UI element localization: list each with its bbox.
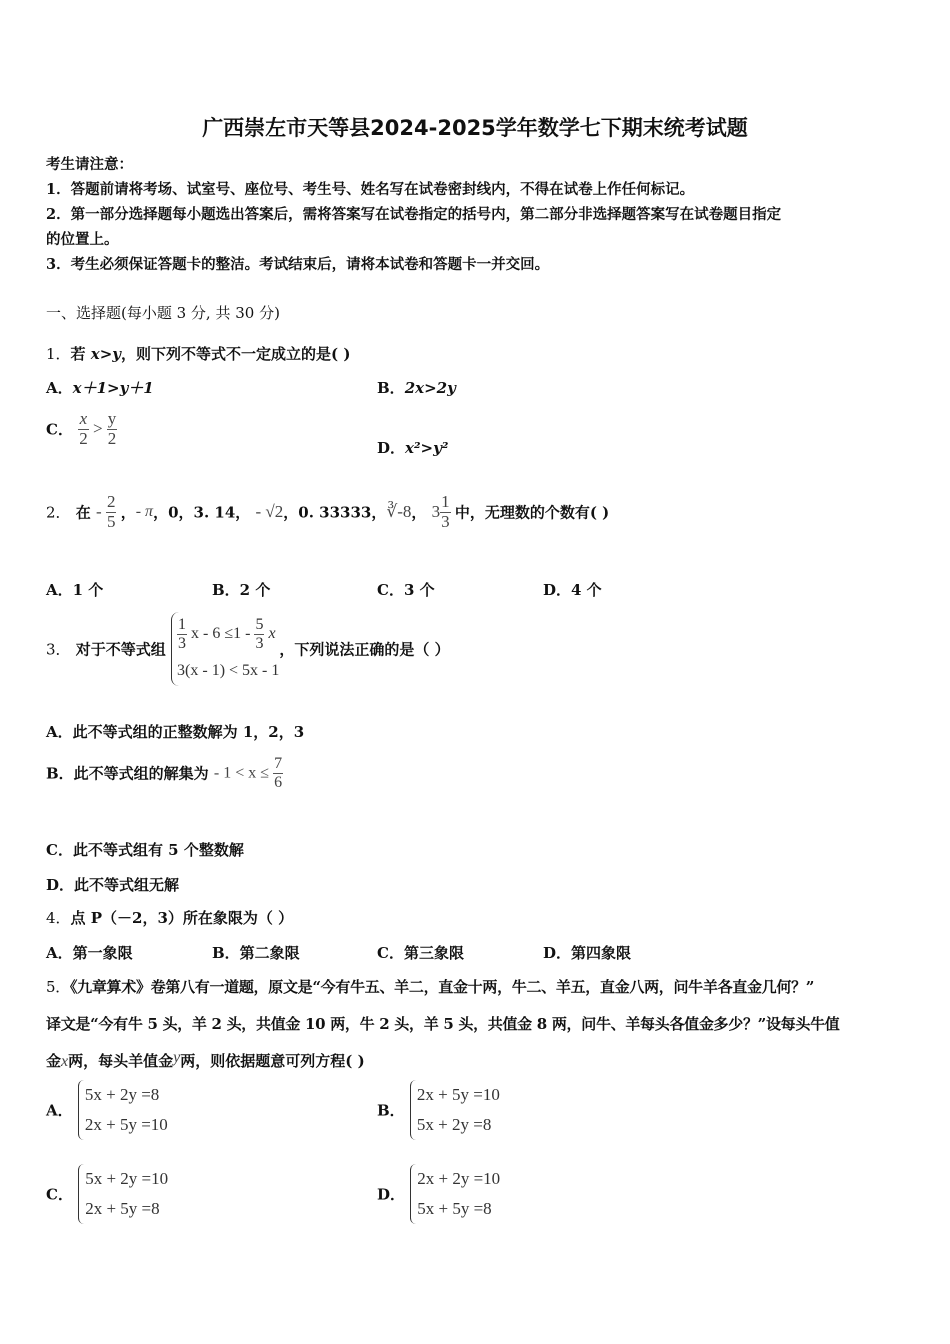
question-number: 5． bbox=[46, 978, 70, 996]
equation: 2x + 5y =8 bbox=[85, 1199, 160, 1218]
option-a[interactable]: A．第一象限 bbox=[46, 944, 133, 962]
option-text: 2x>2y bbox=[404, 379, 456, 397]
question-number: 2． bbox=[46, 503, 71, 522]
fraction-denominator: 3 bbox=[178, 634, 187, 652]
option-d[interactable]: D．4 个 bbox=[543, 581, 602, 599]
fraction-numerator: 2 bbox=[106, 492, 116, 511]
fraction-denominator: 3 bbox=[255, 634, 264, 652]
equation-system bbox=[410, 1164, 500, 1224]
option-b[interactable] bbox=[46, 755, 283, 791]
option-c[interactable] bbox=[46, 410, 117, 448]
option-d[interactable] bbox=[377, 1164, 500, 1224]
notice-heading: 考生请注意： bbox=[46, 156, 133, 173]
option-label: A． bbox=[46, 1101, 73, 1120]
option-d[interactable]: D．此不等式组无解 bbox=[46, 876, 180, 894]
separator: ， bbox=[283, 503, 299, 522]
equation: 5x + 5y =8 bbox=[417, 1199, 492, 1218]
option-c[interactable] bbox=[46, 1164, 168, 1224]
option-label: B． bbox=[377, 1101, 405, 1120]
option-a[interactable] bbox=[46, 377, 154, 398]
page-title: 广西崇左市天等县2024-2025学年数学七下期末统考试题 bbox=[202, 116, 748, 140]
question-text: 中，无理数的个数有( ) bbox=[454, 503, 610, 522]
equation-system bbox=[410, 1080, 500, 1140]
option-text: x＋1>y＋1 bbox=[72, 379, 154, 397]
fraction-numerator: y bbox=[107, 409, 117, 428]
option-d[interactable] bbox=[377, 437, 448, 458]
option-label: A． bbox=[46, 379, 73, 397]
question-text: ，则下列不等式不一定成立的是( ) bbox=[121, 345, 351, 363]
equation-system bbox=[78, 1080, 168, 1140]
question-text: ，下列说法正确的是（ ） bbox=[279, 640, 450, 659]
option-b[interactable]: B．第二象限 bbox=[212, 944, 300, 962]
option-text: x²>y² bbox=[405, 439, 449, 457]
inequality-text: - 1 < x ≤ bbox=[213, 764, 270, 782]
section-heading: 一、选择题(每小题 3 分, 共 30 分) bbox=[46, 304, 280, 322]
question-text: 对于不等式组 bbox=[75, 640, 166, 659]
option-c[interactable]: C．第三象限 bbox=[377, 944, 464, 962]
equation: 2x + 5y =10 bbox=[84, 1115, 168, 1134]
option-d[interactable]: D．第四象限 bbox=[543, 944, 632, 962]
question-math: x>y bbox=[90, 345, 122, 363]
question-text: 金 bbox=[46, 1052, 62, 1070]
equation: 2x + 2y =10 bbox=[417, 1169, 501, 1188]
math-term: - √2 bbox=[255, 502, 284, 522]
inequality-text: 3(x - 1) < 5x - 1 bbox=[177, 662, 280, 679]
option-a[interactable] bbox=[46, 1080, 168, 1140]
question-5 bbox=[46, 976, 814, 997]
option-label: C． bbox=[46, 420, 73, 439]
option-text: B．此不等式组的解集为 bbox=[46, 764, 209, 783]
math-term: 0，3. 14， bbox=[168, 503, 251, 522]
fraction-numerator: 5 bbox=[255, 616, 264, 634]
fraction-denominator: 6 bbox=[274, 773, 283, 791]
question-text: 两，每头羊值金 bbox=[68, 1052, 174, 1070]
notice-item: 的位置上。 bbox=[46, 231, 119, 248]
inequality-text: x - 6 ≤1 - bbox=[191, 625, 251, 642]
equation: 5x + 2y =10 bbox=[85, 1169, 169, 1188]
fraction-numerator: 1 bbox=[441, 492, 450, 511]
option-label: C． bbox=[46, 1185, 73, 1204]
equation: 5x + 2y =8 bbox=[84, 1085, 160, 1104]
option-label: B． bbox=[377, 379, 405, 397]
variable: y bbox=[173, 1049, 181, 1066]
question-text: 《九章算术》卷第八有一道题，原文是“今有牛五、羊二，直金十两，牛二、羊五，直金八两，问牛羊各直金几何？” bbox=[69, 978, 815, 996]
separator: ， bbox=[153, 503, 169, 522]
math-term: - π bbox=[135, 503, 154, 521]
question-text: 若 bbox=[70, 345, 91, 363]
math-sign: - bbox=[96, 502, 102, 522]
fraction-numerator: x bbox=[79, 409, 88, 428]
fraction-numerator: 1 bbox=[178, 616, 187, 634]
notice-item: 2．第一部分选择题每小题选出答案后，需将答案写在试卷指定的括号内，第二部分非选择题答案写在试卷题目指定 bbox=[46, 206, 782, 223]
fraction-denominator: 2 bbox=[107, 428, 117, 448]
inequality-system bbox=[171, 612, 279, 686]
question-text: 在 bbox=[75, 503, 91, 522]
option-b[interactable] bbox=[377, 1080, 500, 1140]
math-term: 0. 33333， bbox=[298, 503, 387, 522]
question-text: 两，则依据题意可列方程( ) bbox=[180, 1052, 365, 1070]
notice-item: 1．答题前请将考场、试室号、座位号、考生号、姓名写在试卷密封线内，不得在试卷上作任何标记。 bbox=[46, 181, 695, 198]
question-number: 1． bbox=[46, 345, 71, 363]
question-5-line-3 bbox=[46, 1049, 365, 1071]
question-number: 3． bbox=[46, 640, 71, 659]
question-3 bbox=[46, 612, 450, 686]
math-operator: > bbox=[92, 419, 103, 439]
option-a[interactable]: A．1 个 bbox=[46, 581, 104, 599]
variable: x bbox=[61, 1053, 69, 1070]
fraction-denominator: 2 bbox=[79, 428, 88, 448]
math-term: ∛-8 bbox=[386, 502, 412, 522]
option-label: D． bbox=[377, 1185, 406, 1204]
option-c[interactable]: C．3 个 bbox=[377, 581, 435, 599]
equation: 5x + 2y =8 bbox=[416, 1115, 492, 1134]
equation-system bbox=[78, 1164, 168, 1224]
equation: 2x + 5y =10 bbox=[416, 1085, 500, 1104]
question-number: 4． bbox=[46, 909, 71, 927]
fraction-numerator: 7 bbox=[274, 755, 283, 772]
question-text: 点 P（－2，3）所在象限为（ ） bbox=[70, 909, 294, 927]
question-4 bbox=[46, 907, 293, 928]
option-a[interactable]: A．此不等式组的正整数解为 1，2，3 bbox=[46, 723, 305, 741]
notice-item: 3．考生必须保证答题卡的整洁。考试结束后，请将本试卷和答题卡一并交回。 bbox=[46, 256, 550, 273]
mixed-number-whole: 3 bbox=[431, 502, 441, 522]
fraction-denominator: 5 bbox=[106, 511, 116, 531]
fraction-denominator: 3 bbox=[441, 511, 450, 531]
question-5-line-2: 译文是“今有牛 5 头，羊 2 头，共值金 10 两，牛 2 头，羊 5 头，共值金 8 两，问牛、羊每头各值金多少？”设每头牛值 bbox=[46, 1015, 840, 1033]
option-b[interactable] bbox=[377, 377, 456, 398]
option-label: D． bbox=[377, 439, 406, 457]
question-2 bbox=[46, 493, 609, 531]
separator: ， bbox=[411, 503, 427, 522]
option-b[interactable]: B．2 个 bbox=[212, 581, 271, 599]
inequality-text: x bbox=[268, 625, 276, 642]
option-c[interactable]: C．此不等式组有 5 个整数解 bbox=[46, 841, 244, 859]
question-1 bbox=[46, 343, 350, 364]
separator: ， bbox=[120, 503, 136, 522]
